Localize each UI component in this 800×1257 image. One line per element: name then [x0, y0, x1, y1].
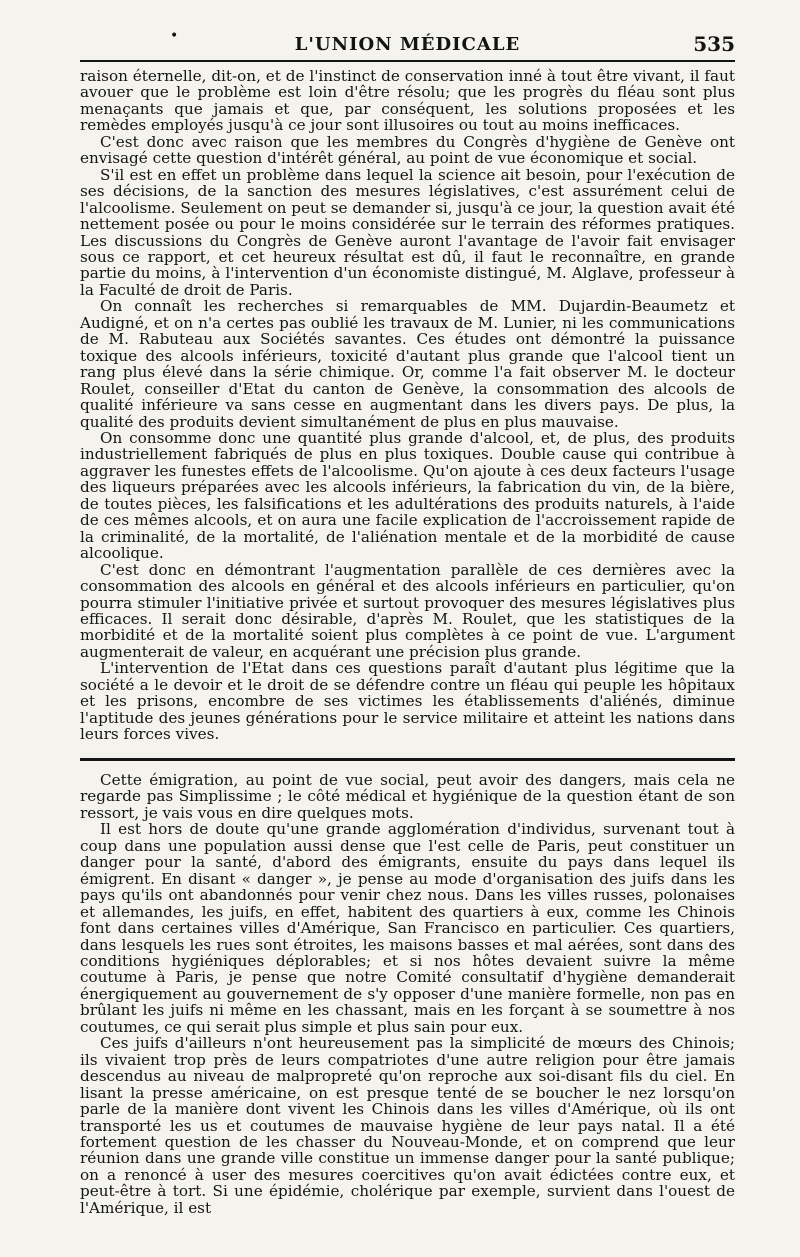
paragraph: Cette émigration, au point de vue social, peut avoir des dangers, mais cela ne regarde pas Simplissime ; le côté médical et hygiénique de la question étant de son ressort, je vais vous en dire quelques mots.	[80, 771, 735, 822]
header-rule	[80, 60, 735, 62]
paragraph: C'est donc avec raison que les membres du Congrès d'hygiène de Genève ont envisagé cette question d'intérêt général, au point de vue économique et social.	[80, 132, 735, 168]
paragraph: On connaît les recherches si remarquables de MM. Dujardin-Beaumetz et Audigné, et on n'a certes pas oublié les travaux de M. Lunier, ni les communications de M. Rabuteau aux Sociétés savantes. Ces études ont démontré la puissance toxique des alcools inférieurs, toxicité d'autant plus grande que l'alcool tient un rang plus élevé dans la série chimique. Or, comme l'a fait observer M. le docteur Roulet, conseiller d'Etat du canton de Genève, la consommation des alcools de qualité inférieure va sans cesse en augmentant dans les divers pays. De plus, la qualité des produits devient simultanément de plus en plus mauvaise.	[80, 297, 735, 431]
article-section-alcoolisme	[80, 68, 735, 743]
paragraph: On consomme donc une quantité plus grande d'alcool, et, de plus, des produits industriellement fabriqués de plus en plus toxiques. Double cause qui contribue à aggraver les funestes effets de l'alcoolisme. Qu'on ajoute à ces deux facteurs l'usage des liqueurs préparées avec les alcools inférieurs, la fabrication du vin, de la bière, de toutes pièces, les falsifications et les adultérations des produits naturels, à l'aide de ces mêmes alcools, et on aura une facile explication de l'accroissement rapide de la criminalité, de la mortalité, de l'aliénation mentale et de la morbidité de cause alcoolique.	[80, 428, 735, 563]
paragraph: S'il est en effet un problème dans lequel la science ait besoin, pour l'exécution de ses décisions, de la sanction des mesures législatives, c'est assurément celui de l'alcoolisme. Seulement on peut se demander si, jusqu'à ce jour, la question avait été nettement posée ou pour le moins considérée sur le terrain des réformes pratiques. Les discussions du Congrès de Genève auront l'avantage de l'avoir fait envisager sous ce rapport, et cet heureux résultat est dû, il faut le reconnaître, en grande partie du moins, à l'intervention d'un économiste distingué, M. Alglave, professeur à la Faculté de droit de Paris.	[80, 165, 735, 299]
paragraph: L'intervention de l'Etat dans ces questions paraît d'autant plus légitime que la société a le devoir et le droit de se défendre contre un fléau qui peuple les hôpitaux et les prisons, encombre de ses victimes les établissements d'aliénés, diminue l'aptitude des jeunes générations pour le service militaire et atteint les nations dans leurs forces vives.	[80, 659, 735, 744]
paragraph: Il est hors de doute qu'une grande agglomération d'individus, survenant tout à coup dans une population aussi dense que l'est celle de Paris, peut constituer un danger pour la santé, d'abord des émigrants, ensuite du pays dans lequel ils émigrent. En disant « danger », je pense au mode d'organisation des juifs dans les pays qu'ils ont abandonnés pour venir chez nous. Dans les villes russes, polonaises et allemandes, les juifs, en effet, habitent des quartiers à eux, comme les Chinois font dans certaines villes d'Amérique, San Francisco en particulier. Ces quartiers, dans lesquels les rues sont étroites, les maisons basses et mal aérées, sont dans des conditions hygiéniques déplorables; et si nos hôtes devaient suivre la même coutume à Paris, je pense que notre Comité consultatif d'hygiène demanderait énergiquement au gouvernement de s'y opposer d'une manière formelle, non pas en brûlant les juifs ni même en les chassant, mais en les forçant à se soumettre à nos coutumes, ce qui serait plus simple et plus sain pour eux.	[80, 820, 735, 1036]
paragraph: Ces juifs d'ailleurs n'ont heureusement pas la simplicité de mœurs des Chinois; ils vivaient trop près de leurs compatriotes d'une autre religion pour être jamais descendus au niveau de malpropreté qu'on reproche aux soi-disant fils du ciel. En lisant la presse américaine, on est presque tenté de se boucher le nez lorsqu'on parle de la manière dont vivent les Chinois dans les villes d'Amérique, où ils ont transporté les us et coutumes de mauvaise hygiène de leur pays natal. Il a été fortement question de les chasser du Nouveau-Monde, et on comprend que leur réunion dans une grande ville constitue un immense danger pour la santé publique; on a renoncé à user des mesures coercitives qu'on avait édictées contre eux, et peut-être à tort. Si une épidémie, cholérique par exemple, survient dans l'ouest de l'Amérique, il est	[80, 1034, 735, 1217]
section-separator-rule	[80, 758, 735, 761]
header-dot: •	[170, 28, 179, 44]
paragraph: C'est donc en démontrant l'augmentation parallèle de ces dernières avec la consommation des alcools en général et des alcools inférieurs en particulier, qu'on pourra stimuler l'initiative privée et surtout provoquer des mesures législatives plus efficaces. Il serait donc désirable, d'après M. Roulet, que les statistiques de la morbidité et de la mortalité soient plus complètes à ce point de vue. L'argument augmenterait de valeur, en acquérant une précision plus grande.	[80, 560, 735, 661]
page-number: 535	[693, 32, 735, 56]
article-section-emigration	[80, 772, 735, 1216]
page-header	[80, 28, 735, 58]
paragraph: raison éternelle, dit-on, et de l'instinct de conservation inné à tout être vivant, il faut avouer que le problème est loin d'être résolu; que les progrès du fléau sont plus menaçants que jamais et que, par conséquent, les solutions proposées et les remèdes employés jusqu'à ce jour sont illusoires ou tout au moins inefficaces.	[80, 67, 735, 135]
running-title: L'UNION MÉDICALE	[294, 34, 521, 55]
